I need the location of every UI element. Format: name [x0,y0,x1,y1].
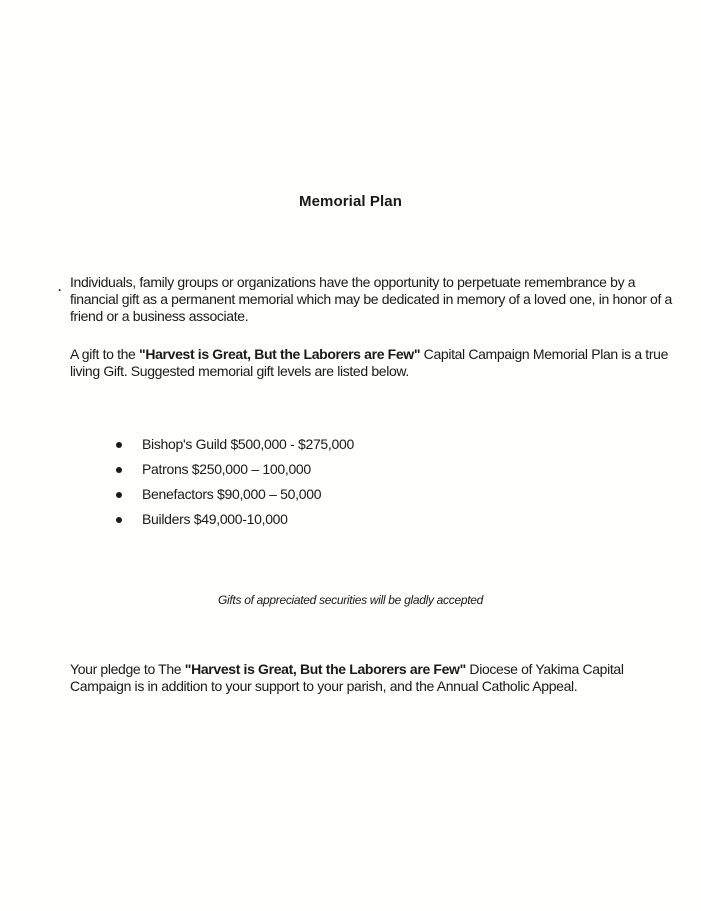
intro-paragraph: Individuals, family groups or organizations have the opportunity to perpetuate remembrance by a financial gift as a permanent memorial which may be dedicated in memory of a loved one, in honor of a friend or a business associate. [70,274,672,324]
pledge-text-after: Diocese of Yakima Capital Campaign is in addition to your support to your parish, and the Annual Catholic Appeal. [70,661,624,694]
list-item [116,507,354,532]
level-label: Builders $49,000-10,000 [142,511,288,527]
bullet-icon [116,442,122,448]
level-label: Patrons $250,000 – 100,000 [142,461,311,477]
pledge-paragraph [70,661,682,695]
gift-text-before: A gift to the [70,346,140,362]
gift-text-after: Capital Campaign Memorial Plan is a true living Gift. Suggested memorial gift levels are listed below. [70,346,669,379]
list-item [116,482,354,507]
bullet-icon [116,517,122,523]
list-item [116,432,354,457]
gift-paragraph [70,346,682,380]
bullet-icon [116,492,122,498]
level-label: Bishop's Guild $500,000 - $275,000 [142,436,354,452]
pledge-text-before: Your pledge to The [70,661,185,677]
page-title: Memorial Plan [299,193,402,210]
campaign-name: "Harvest is Great, But the Laborers are Few" [139,346,421,362]
bullet-icon [116,467,122,473]
securities-note: Gifts of appreciated securities will be gladly accepted [218,593,483,607]
level-label: Benefactors $90,000 – 50,000 [142,486,322,502]
list-item [116,457,354,482]
campaign-name: "Harvest is Great, But the Laborers are Few" [184,661,466,677]
stray-mark: . [58,280,62,294]
gift-levels-list [116,432,354,532]
